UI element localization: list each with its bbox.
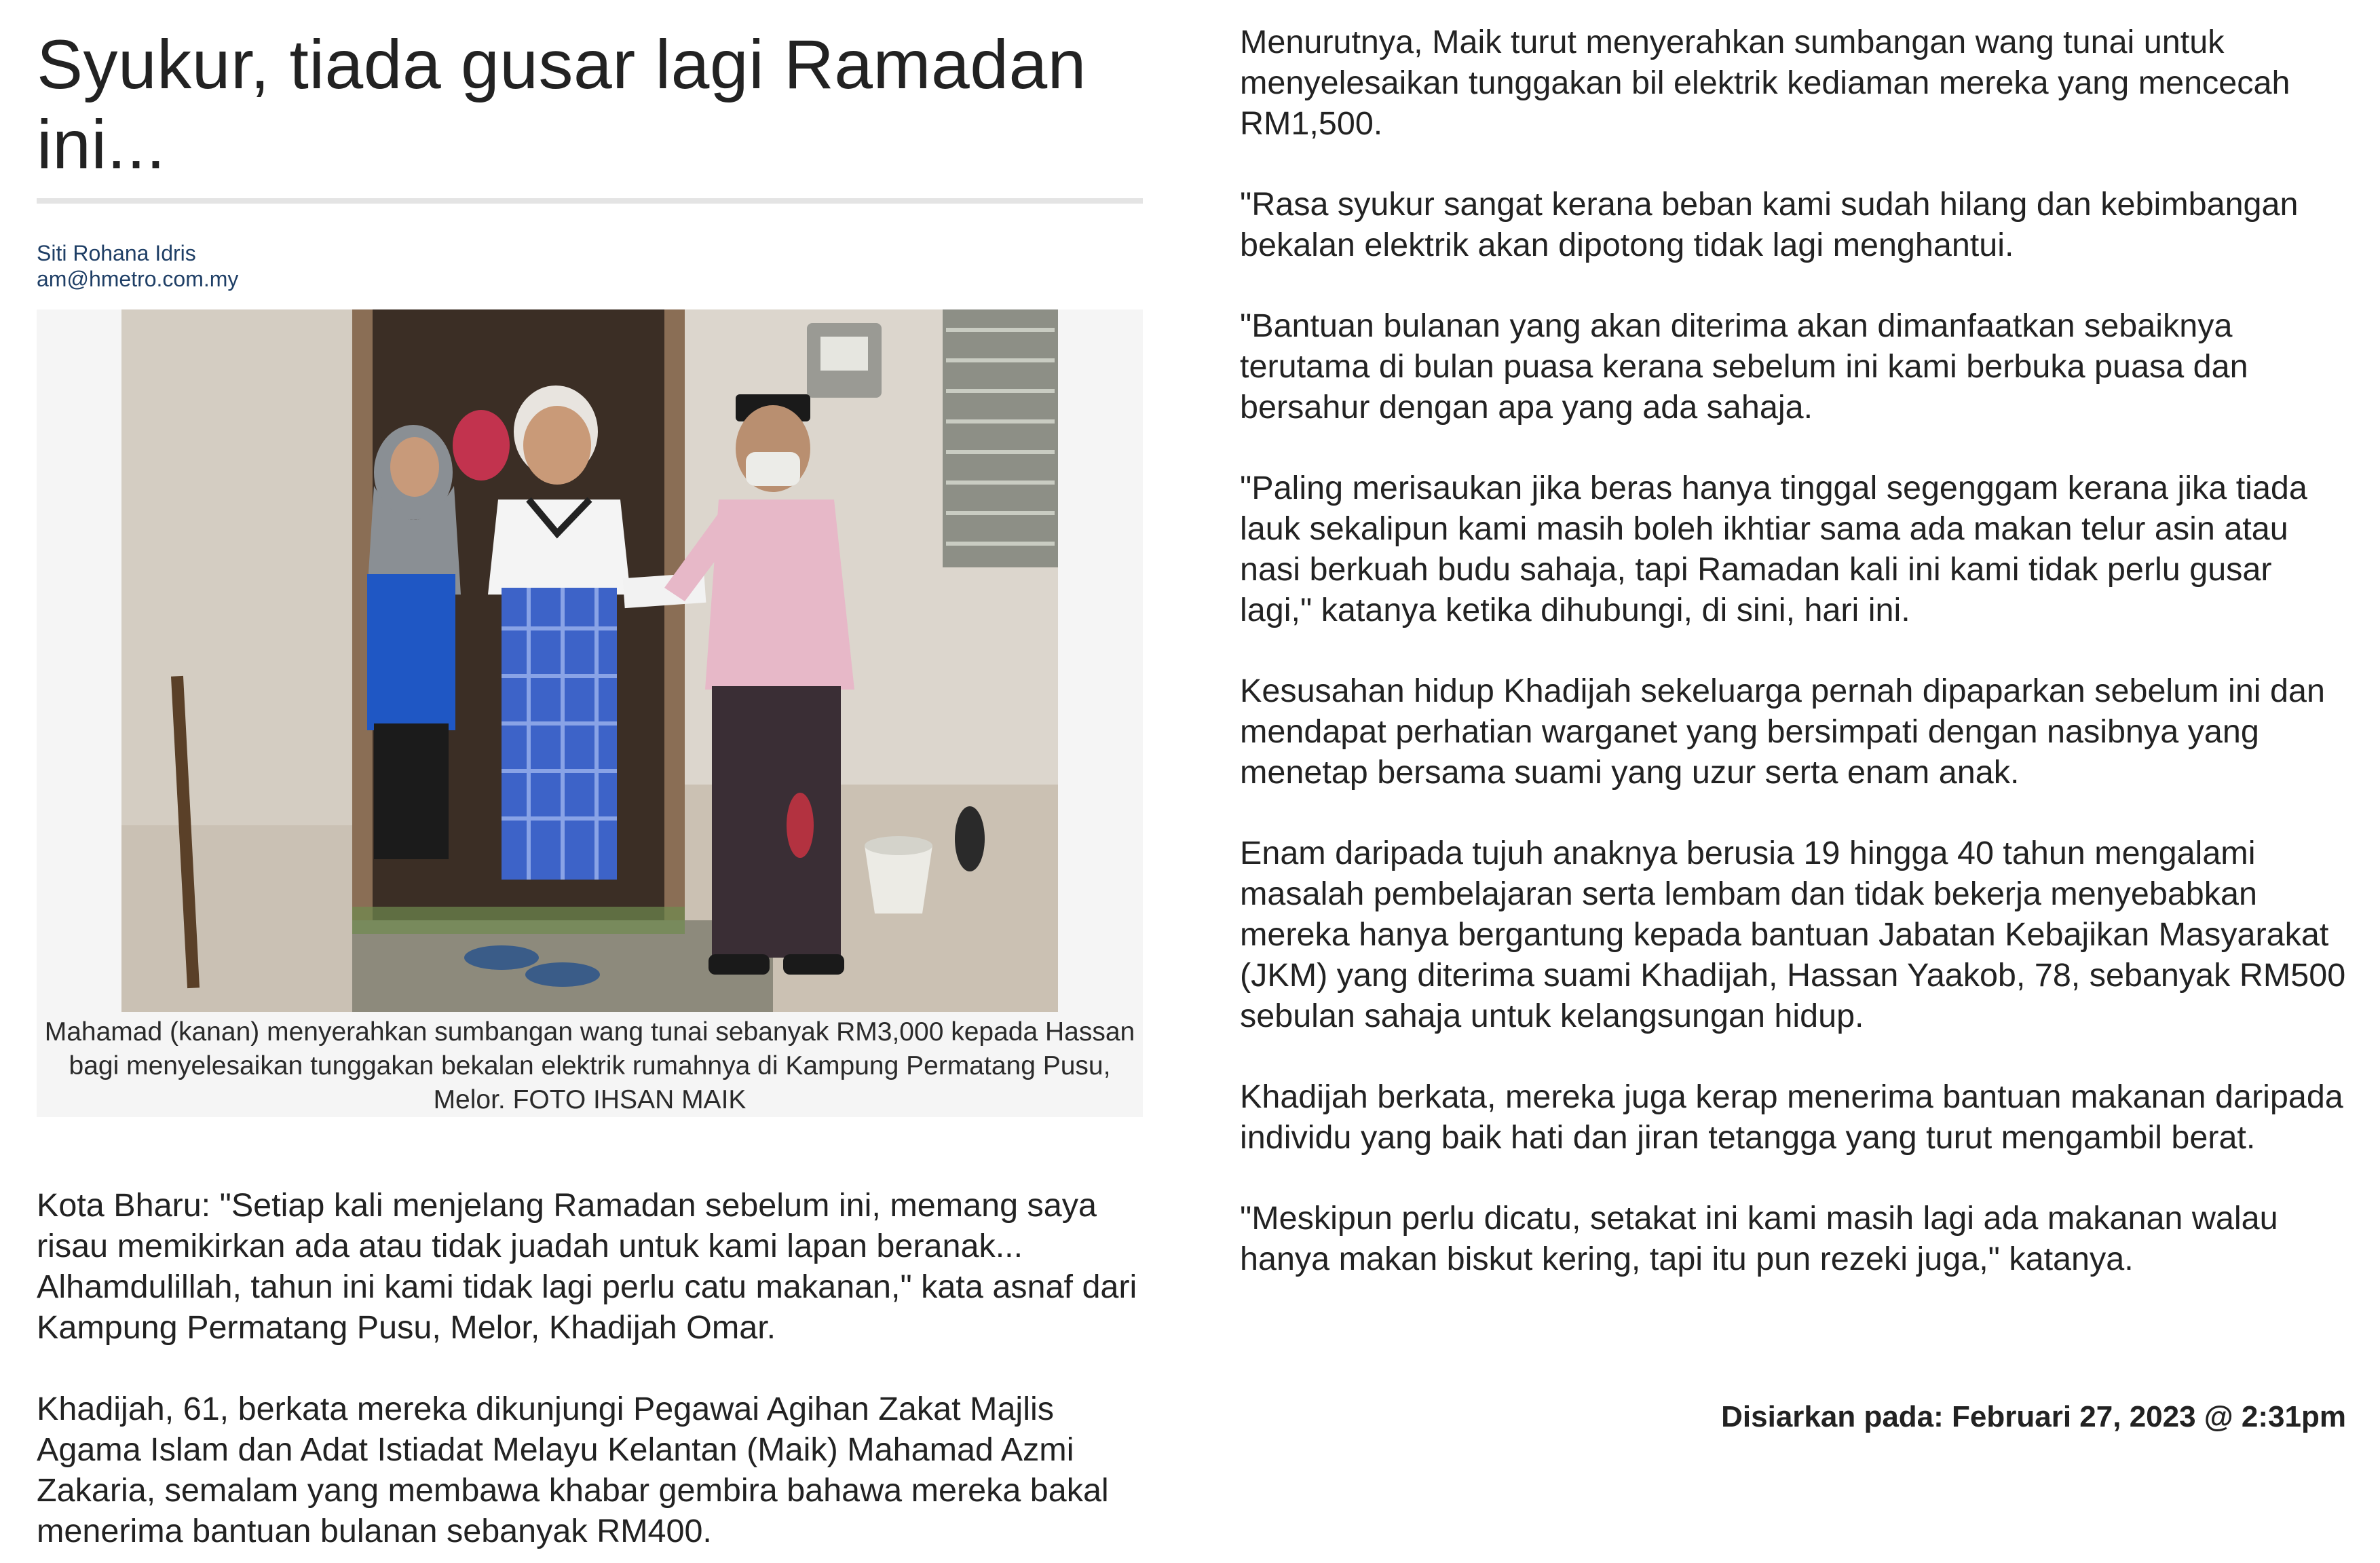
body-paragraph-right-3: "Bantuan bulanan yang akan diterima akan dimanfaatkan sebaiknya terutama di bulan puasa kerana sebelum ini kami berbuka puasa dan bersahur dengan apa yang ada sahaja. [1240, 307, 2248, 426]
author-name[interactable]: Siti Rohana Idris [37, 241, 196, 265]
article-photo [121, 309, 1058, 1012]
author-email[interactable]: am@hmetro.com.my [37, 267, 239, 291]
left-column [37, 0, 1143, 1551]
body-paragraph-left-2: Khadijah, 61, berkata mereka dikunjungi Pegawai Agihan Zakat Majlis Agama Islam dan Adat Istiadat Melayu Kelantan (Maik) Mahamad Azmi Zakaria, semalam yang membawa khabar gembira bahawa mereka bakal menerima bantuan bulanan sebanyak RM400. [37, 1391, 1109, 1549]
published-timestamp: Disiarkan pada: Februari 27, 2023 @ 2:31pm [1721, 1400, 2346, 1433]
headline-divider [37, 198, 1143, 204]
article-headline: Syukur, tiada gusar lagi Ramadan ini... [37, 26, 1087, 183]
photo-figure [37, 309, 1143, 1117]
body-paragraph-right-2: "Rasa syukur sangat kerana beban kami sudah hilang dan kebimbangan bekalan elektrik akan dipotong tidak lagi menghantui. [1240, 186, 2299, 263]
body-paragraph-right-6: Enam daripada tujuh anaknya berusia 19 hingga 40 tahun mengalami masalah pembelajaran serta lembam dan tidak bekerja menyebabkan mereka hanya bergantung kepada bantuan Jabatan Kebajikan Masyarakat (JKM) yang diterima suami Khadijah, Hassan Yaakob, 78, sebanyak RM500 sebulan sahaja untuk kelangsungan hidup. [1240, 835, 2346, 1034]
body-paragraph-right-5: Kesusahan hidup Khadijah sekeluarga pernah dipaparkan sebelum ini dan mendapat perhatian warganet yang bersimpati dengan nasibnya yang menetap bersama suami yang uzur serta enam anak. [1240, 673, 2325, 791]
body-paragraph-right-7: Khadijah berkata, mereka juga kerap menerima bantuan makanan daripada individu yang baik hati dan jiran tetangga yang turut mengambil berat. [1240, 1078, 2343, 1156]
byline [37, 240, 1143, 292]
body-paragraph-left-1: Kota Bharu: "Setiap kali menjelang Ramadan sebelum ini, memang saya risau memikirkan ada atau tidak juadah untuk kami lapan beranak... Alhamdulillah, tahun ini kami tidak lagi perlu catu makanan," kata asnaf dari Kampung Permatang Pusu, Melor, Khadijah Omar. [37, 1187, 1137, 1346]
body-paragraph-right-1: Menurutnya, Maik turut menyerahkan sumbangan wang tunai untuk menyelesaikan tunggakan bil elektrik kediaman mereka yang mencecah RM1,500. [1240, 24, 2290, 142]
photo-caption: Mahamad (kanan) menyerahkan sumbangan wang tunai sebanyak RM3,000 kepada Hassan bagi menyelesaikan tunggakan bekalan elektrik rumahnya di Kampung Permatang Pusu, Melor. FOTO IHSAN MAIK [44, 1017, 1135, 1114]
body-paragraph-right-8: "Meskipun perlu dicatu, setakat ini kami masih lagi ada makanan walau hanya makan biskut kering, tapi itu pun rezeki juga," katanya. [1240, 1200, 2278, 1277]
body-paragraph-right-4: "Paling merisaukan jika beras hanya tinggal segenggam kerana jika tiada lauk sekalipun kami masih boleh ikhtiar sama ada makan telur asin atau nasi berkuah budu sahaja, tapi Ramadan kali ini kami tidak perlu gusar lagi," katanya ketika dihubungi, di sini, hari ini. [1240, 470, 2307, 628]
right-column [1240, 0, 2346, 1433]
